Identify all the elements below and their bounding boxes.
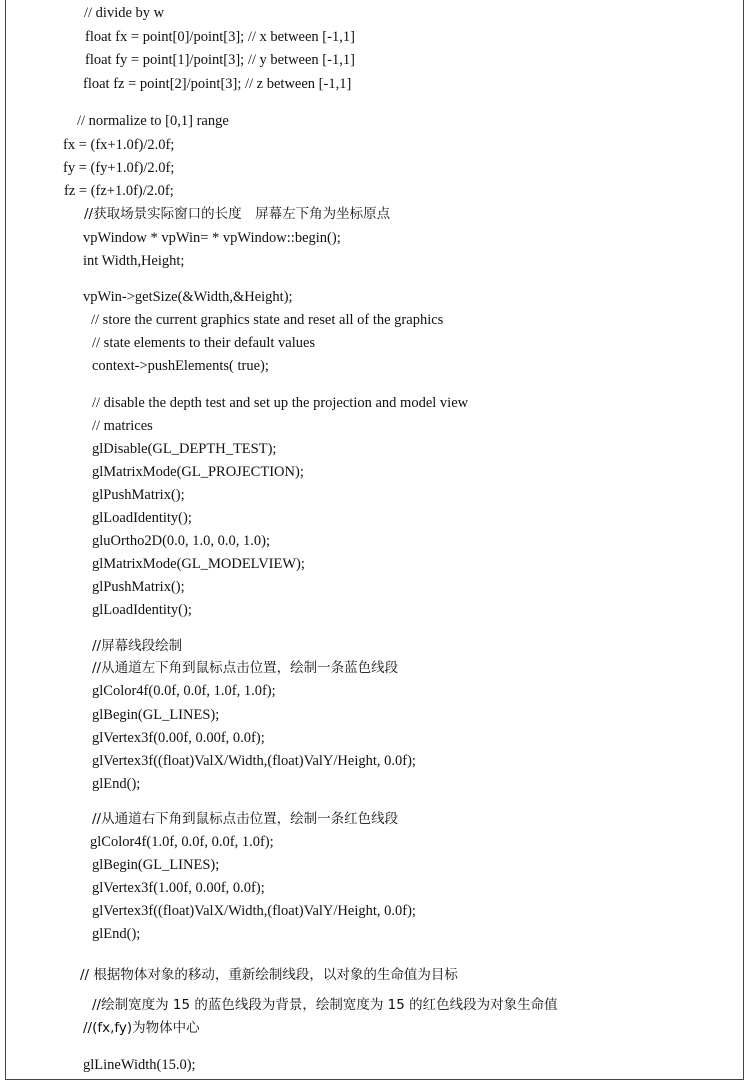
code-line: glBegin(GL_LINES); bbox=[92, 857, 220, 873]
code-line: // normalize to [0,1] range bbox=[77, 113, 229, 129]
code-line: //从通道右下角到鼠标点击位置，绘制一条红色线段 bbox=[92, 811, 399, 827]
code-line: glBegin(GL_LINES); bbox=[92, 707, 220, 723]
code-line: //(fx,fy)为物体中心 bbox=[83, 1020, 200, 1036]
code-line: glPushMatrix(); bbox=[92, 579, 185, 595]
code-line: //绘制宽度为 15 的蓝色线段为背景，绘制宽度为 15 的红色线段为对象生命值 bbox=[92, 997, 558, 1013]
code-line: float fz = point[2]/point[3]; // z between [-1,1] bbox=[83, 76, 352, 92]
code-line: glLineWidth(15.0); bbox=[83, 1057, 196, 1073]
code-line: context->pushElements( true); bbox=[92, 358, 269, 374]
code-line: vpWin->getSize(&Width,&Height); bbox=[83, 289, 293, 305]
code-line: // state elements to their default values bbox=[92, 335, 316, 351]
code-line: glMatrixMode(GL_PROJECTION); bbox=[92, 464, 304, 480]
code-line: glVertex3f((float)ValX/Width,(float)ValY/Height, 0.0f); bbox=[92, 903, 416, 919]
code-line: glVertex3f((float)ValX/Width,(float)ValY/Height, 0.0f); bbox=[92, 753, 416, 769]
code-line: glVertex3f(0.00f, 0.00f, 0.0f); bbox=[92, 730, 265, 746]
code-line: // 根据物体对象的移动，重新绘制线段，以对象的生命值为目标 bbox=[80, 967, 458, 983]
code-line: vpWindow * vpWin= * vpWindow::begin(); bbox=[83, 230, 341, 246]
code-listing-frame bbox=[5, 0, 744, 1080]
code-line: glColor4f(0.0f, 0.0f, 1.0f, 1.0f); bbox=[92, 683, 276, 699]
code-line: fy = (fy+1.0f)/2.0f; bbox=[63, 160, 175, 176]
code-line: fz = (fz+1.0f)/2.0f; bbox=[64, 183, 174, 199]
code-line: //从通道左下角到鼠标点击位置，绘制一条蓝色线段 bbox=[92, 660, 399, 676]
code-line: glDisable(GL_DEPTH_TEST); bbox=[92, 441, 277, 457]
code-line: // matrices bbox=[92, 418, 153, 434]
code-line: glEnd(); bbox=[92, 926, 141, 942]
code-line: // store the current graphics state and reset all of the graphics bbox=[91, 312, 444, 328]
code-line: //获取场景实际窗口的长度 屏幕左下角为坐标原点 bbox=[84, 206, 391, 222]
code-line: float fx = point[0]/point[3]; // x between [-1,1] bbox=[85, 29, 355, 45]
code-line: gluOrtho2D(0.0, 1.0, 0.0, 1.0); bbox=[92, 533, 271, 549]
code-line: fx = (fx+1.0f)/2.0f; bbox=[63, 137, 175, 153]
code-line: glPushMatrix(); bbox=[92, 487, 185, 503]
code-line: glLoadIdentity(); bbox=[92, 510, 192, 526]
code-line: glColor4f(1.0f, 0.0f, 0.0f, 1.0f); bbox=[90, 834, 274, 850]
code-line: int Width,Height; bbox=[83, 253, 185, 269]
code-line: glMatrixMode(GL_MODELVIEW); bbox=[92, 556, 305, 572]
code-line: glLoadIdentity(); bbox=[92, 602, 192, 618]
code-line: // divide by w bbox=[84, 5, 165, 21]
code-line: //屏幕线段绘制 bbox=[92, 638, 183, 654]
code-line: float fy = point[1]/point[3]; // y between [-1,1] bbox=[85, 52, 355, 68]
code-line: glEnd(); bbox=[92, 776, 141, 792]
code-line: glVertex3f(1.00f, 0.00f, 0.0f); bbox=[92, 880, 265, 896]
code-line: // disable the depth test and set up the projection and model view bbox=[92, 395, 469, 411]
